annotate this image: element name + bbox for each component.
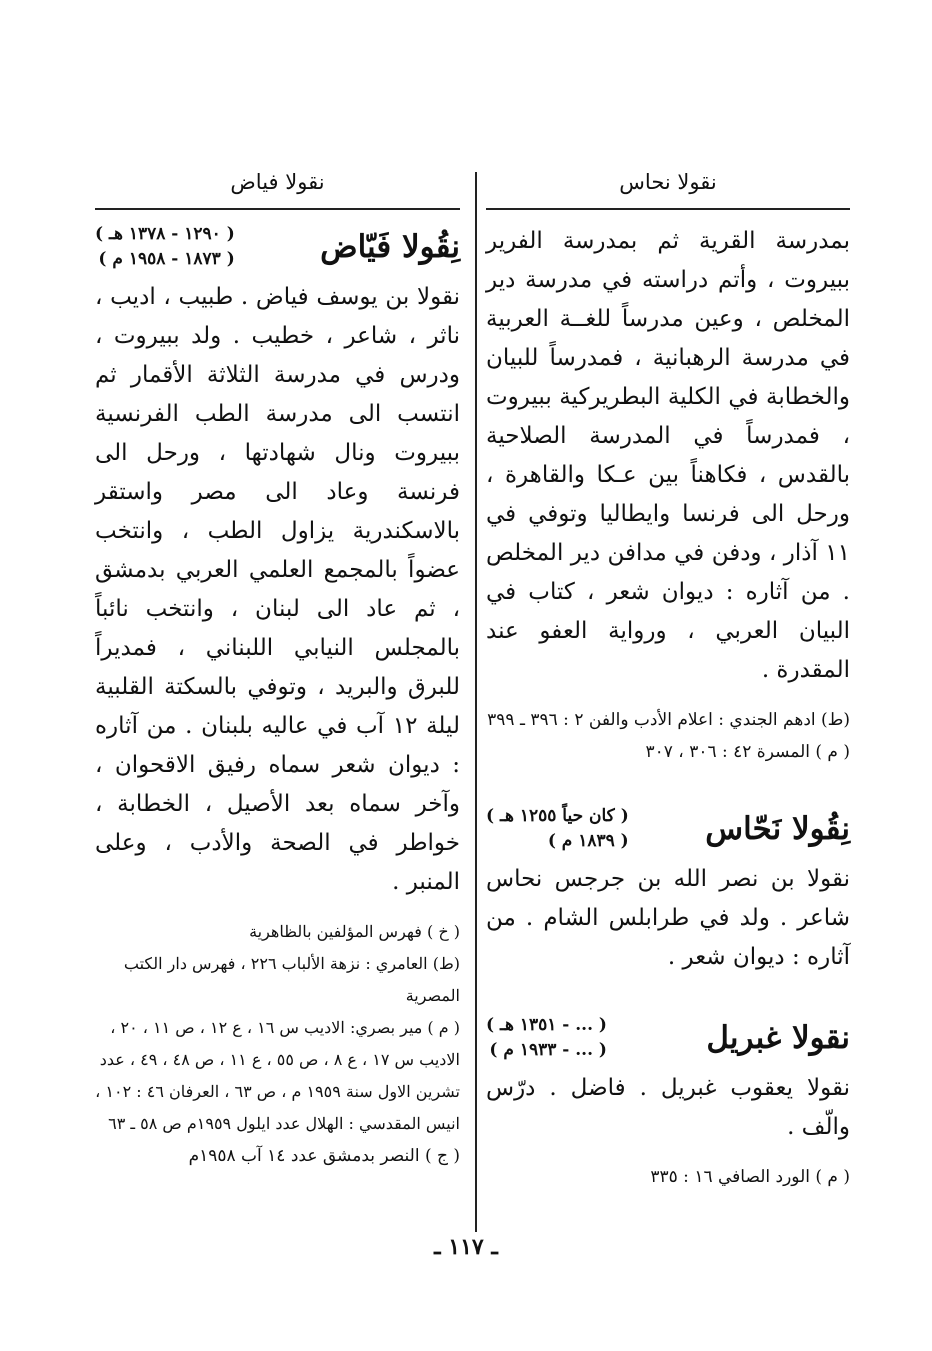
entry-heading-fayyad [95, 222, 460, 272]
entry-name: نِقُولا فَيّاض [320, 229, 460, 265]
entry-dates [95, 222, 235, 272]
entry-source: ( م ) الورد الصافي ١٦ : ٣٣٥ [650, 1167, 850, 1187]
entry-name: نقولا غبريل [706, 1020, 850, 1056]
entry-text: نقولا يعقوب غبريل . فاضل . درّس والّف . [486, 1075, 850, 1140]
entry-text: نقولا بن نصر الله بن جرجس نحاس شاعر . ولد في طرابلس الشام . من آثاره : ديوان شعر . [486, 866, 850, 970]
entry-name: نِقُولا نَحّاس [705, 811, 850, 847]
entry-source: ( م ) مير بصري: الاديب س ١٦ ، ع ١٢ ، ص ١١ ، ٢٠ ، الاديب س ١٧ ، ع ٨ ، ص ٥٥ ، ع ١١ ، ص ٤٨ ، ٤٩ ، عدد تشرين الاول سنة ١٩٥٩ م ، ص ٦٣ ، العرفان ٤٦ : ١٠٢ ، انيس المقدسي : الهلال عدد ايلول ١٩٥٩م ص ٥٨ ـ ٦٣ [95, 1018, 460, 1133]
hijri-date: ( ... - ١٣٥١ هـ ) [486, 1015, 607, 1035]
running-head-right: نقولا نحاس [619, 170, 717, 194]
continuation-source: (ط) ادهم الجندي : اعلام الأدب والفن ٢ : ٣٩٦ ـ ٣٩٩ [487, 710, 850, 730]
header-rule-left [95, 208, 460, 210]
entry-source: ( ج ) النصر بدمشق عدد ١٤ آب ١٩٥٨م [188, 1146, 460, 1166]
continuation-source: ( م ) المسرة ٤٢ : ٣٠٦ ، ٣٠٧ [645, 742, 850, 762]
entry-dates [486, 804, 629, 854]
left-column [95, 160, 460, 1172]
gregorian-date: ( ١٨٣٩ م ) [547, 831, 629, 851]
right-column [486, 160, 850, 1193]
gregorian-date: ( ١٨٧٣ - ١٩٥٨ م ) [98, 249, 235, 269]
entry-dates [486, 1013, 607, 1063]
column-divider [475, 172, 477, 1232]
header-rule-right [486, 208, 850, 210]
hijri-date: ( ١٢٩٠ - ١٣٧٨ هـ ) [95, 224, 235, 244]
continuation-text: بمدرسة القرية ثم بمدرسة الفرير ببيروت ، وأتم دراسته في مدرسة دير المخلص ، وعين مدرساً للغــة العربية في مدرسة الرهبانية ، فمدرساً للبيان والخطابة في الكلية البطريركية ببيروت ، فمدرساً في المدرسة الصلاحية بالقدس ، فكاهناً بين عـكا والقاهرة ، ورحل الى فرنسا وايطاليا وتوفي في ١١ آذار ، ودفن في مدافن دير المخلص . من آثاره : ديوان شعر ، كتاب في البيان العربي ، ورواية العفو عند المقدرة . [486, 228, 850, 683]
entry-heading-ghubril [486, 1013, 850, 1063]
entry-text: نقولا بن يوسف فياض . طبيب ، اديب ، ناثر ، شاعر ، خطيب . ولد ببيروت ، ودرس في مدرسة الثلاثة الأقمار ثم انتسب الى مدرسة الطب الفرنسية ببيروت ونال شهادتها ، ورحل الى فرنسة وعاد الى مصر واستقر بالاسكندرية يزاول الطب ، وانتخب عضواً بالمجمع العلمي العربي بدمشق ، ثم عاد الى لبنان ، وانتخب نائباً بالمجلس النيابي اللبناني ، فمديراً للبرق والبريد ، وتوفي بالسكتة القلبية ليلة ١٢ آب في عاليه بلبنان . من آثاره : ديوان شعر سماه رفيق الاقحوان ، وآخر سماه بعد الأصيل ، الخطابة ، خواطر في الصحة والأدب ، وعلى المنبر . [95, 284, 460, 895]
entry-source: ( خ ) فهرس المؤلفين بالظاهرية [249, 922, 460, 941]
gregorian-date: ( ... - ١٩٣٣ م ) [489, 1040, 607, 1060]
entry-heading-nahhas [486, 804, 850, 854]
running-head-left: نقولا فياض [230, 170, 325, 194]
entry-source: (ط) العامري : نزهة الألباب ٢٢٦ ، فهرس دار الكتب المصرية [123, 954, 460, 1005]
hijri-date: ( كان حياً ١٢٥٥ هـ ) [486, 806, 629, 826]
page-number: ـ ١١٧ ـ [434, 1234, 498, 1260]
